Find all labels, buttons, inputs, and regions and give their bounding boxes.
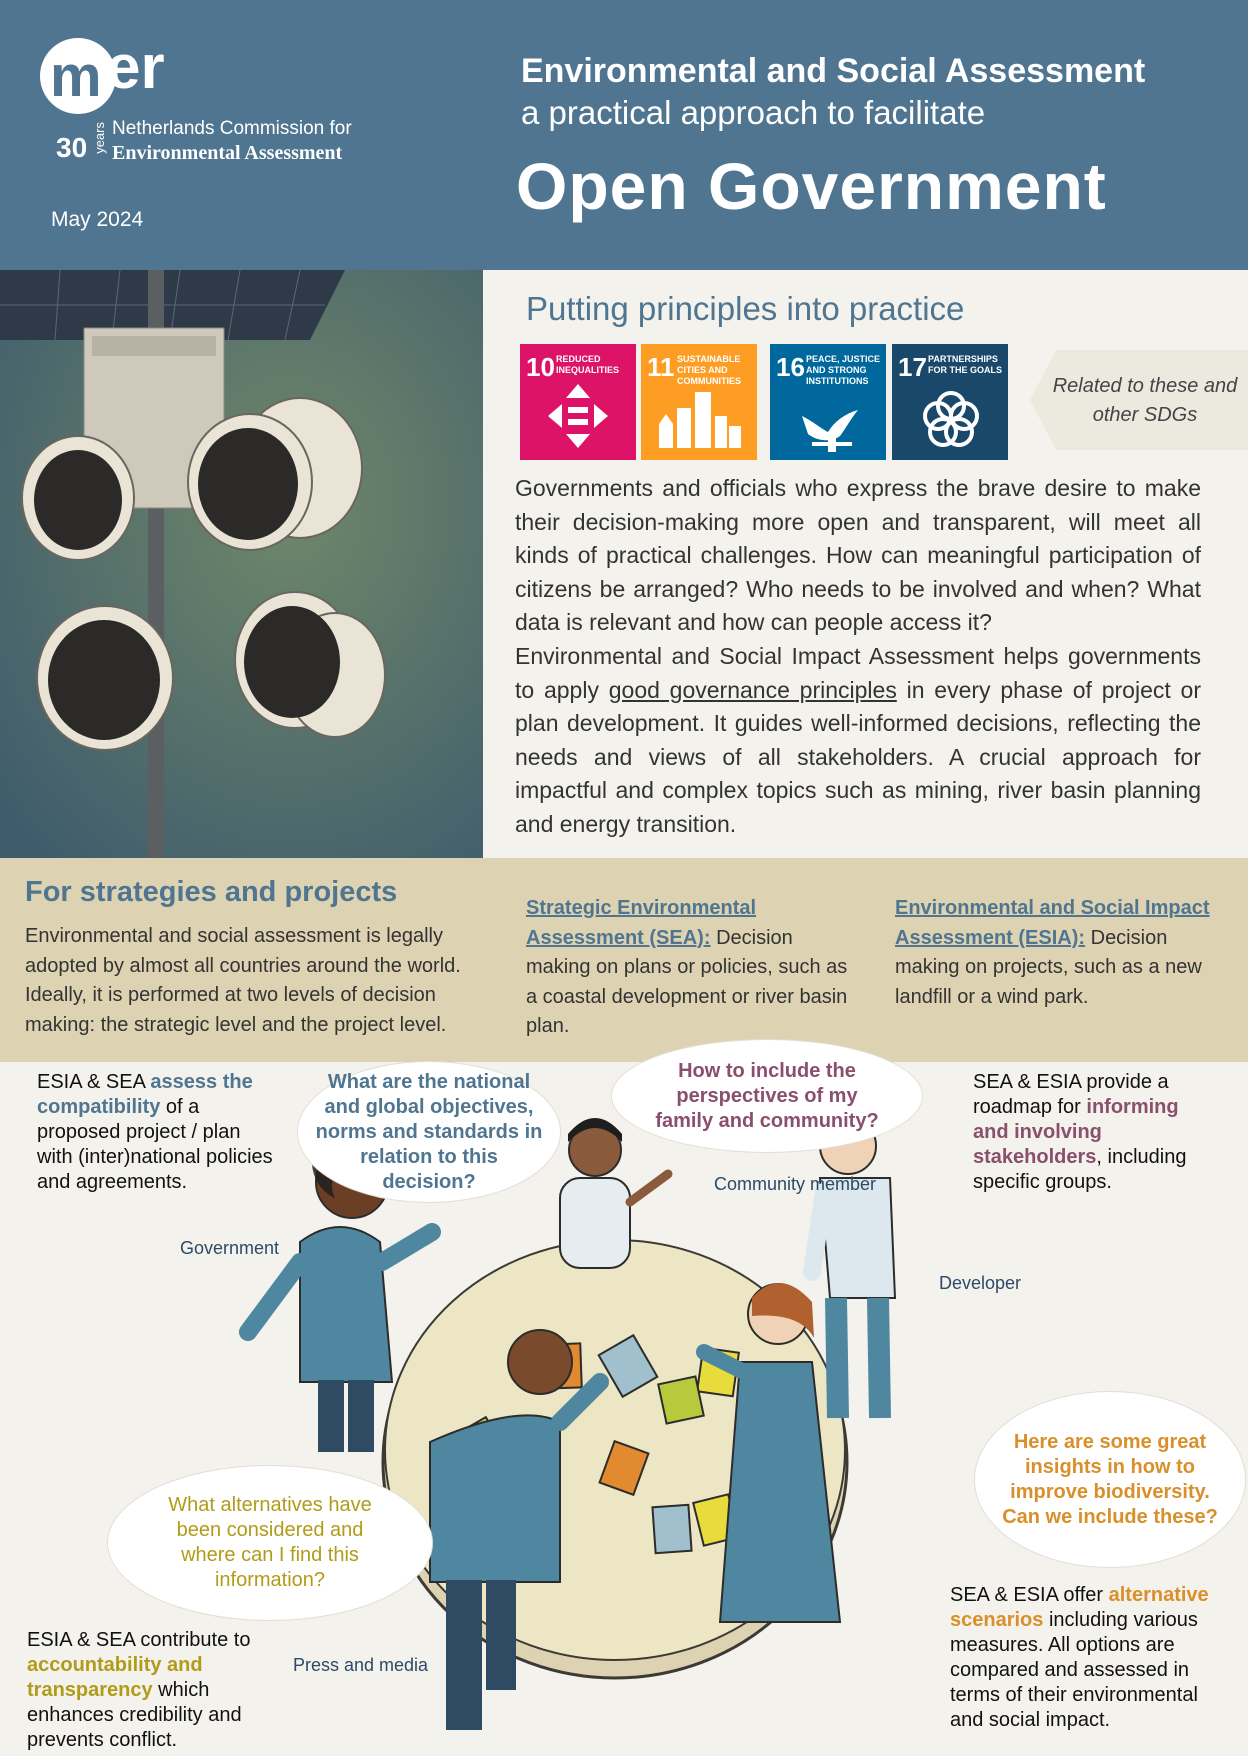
speech-bubble-developer xyxy=(975,1392,1245,1567)
equality-icon xyxy=(548,384,608,448)
logo-years-word: years xyxy=(92,122,107,154)
esia-text: Decision making on projects, such as a new landfill or a wind park. xyxy=(895,926,1202,1008)
intro-paragraph-2-end: in every phase of project or plan development. It guides well-informed decisions, reflecting the needs and views of all stakeholders. A crucial approach for impactful and complex topics such as mining, river basin planning and energy transition. xyxy=(515,676,1201,837)
note-alternatives-pre: SEA & ESIA offer xyxy=(950,1584,1109,1606)
sdg-number: 10 xyxy=(526,352,555,382)
speech-bubble-press xyxy=(108,1466,432,1620)
bubble-community-text: How to include the perspectives of my family and community? xyxy=(655,1059,879,1132)
sdg-tile-17 xyxy=(892,344,1008,460)
intro-body xyxy=(515,472,1201,842)
band-title: For strategies and projects xyxy=(25,876,398,908)
esia-link[interactable]: Environmental and Social Impact Assessment (ESIA): xyxy=(895,897,1210,949)
note-compatibility xyxy=(37,1070,277,1195)
partnership-icon xyxy=(920,388,982,450)
speech-bubble-community xyxy=(612,1040,922,1152)
sdg-note: Related to these and other SDGs xyxy=(1052,375,1238,426)
sdg-label: PARTNERSHIPS FOR THE GOALS xyxy=(928,354,1002,375)
intro-paragraph-2-start: Environmental and Social Impact Assessment helps governments to apply xyxy=(515,642,1201,703)
logo-org-line2: Environmental Assessment xyxy=(112,142,343,164)
city-icon xyxy=(659,388,741,448)
note-alternatives-highlight: alternative scenarios xyxy=(950,1584,1209,1631)
bubble-press-text: What alternatives have been considered and where can I find this information? xyxy=(168,1494,372,1591)
role-label-press: Press and media xyxy=(293,1655,429,1675)
note-accountability xyxy=(27,1628,277,1753)
sdg-tile-10 xyxy=(520,344,636,460)
note-accountability-pre: ESIA & SEA contribute to xyxy=(27,1629,251,1651)
sdg-number: 17 xyxy=(898,352,927,382)
header-title-line1: Environmental and Social Assessment xyxy=(521,52,1146,90)
intro-title: Putting principles into practice xyxy=(526,290,965,327)
note-accountability-post: which enhances credibility and prevents conflict. xyxy=(27,1679,242,1751)
note-compatibility-post: of a proposed project / plan with (inter)national policies and agreements. xyxy=(37,1096,273,1193)
sdg-number: 16 xyxy=(776,352,805,382)
sea-description xyxy=(526,894,856,1042)
band-text: Environmental and social assessment is legally adopted by almost all countries around the world. Ideally, it is performed at two levels of decision making: the strategic level and the project level. xyxy=(25,925,461,1036)
dove-icon xyxy=(798,398,864,452)
note-roadmap-pre: SEA & ESIA provide a roadmap for xyxy=(973,1071,1169,1118)
role-label-community: Community member xyxy=(714,1174,877,1194)
logo-brand-text: er xyxy=(106,33,165,102)
esia-description xyxy=(895,894,1225,1012)
sdg-number: 11 xyxy=(647,352,675,382)
mer-logo xyxy=(36,30,396,180)
bubble-developer-text: Here are some great insights in how to improve biodiversity. Can we include these? xyxy=(1002,1430,1218,1528)
sdg-label: REDUCED INEQUALITIES xyxy=(556,354,620,375)
sdg-label: PEACE, JUSTICE AND STRONG INSTITUTIONS xyxy=(806,354,881,386)
bubble-government-text: What are the national and global objectives, norms and standards in relation to this decision? xyxy=(315,1070,543,1193)
sdg-tile-11 xyxy=(641,344,757,460)
sdg-tile-16 xyxy=(770,344,886,460)
sea-text: Decision making on plans or policies, such as a coastal development or river basin plan. xyxy=(526,926,848,1037)
note-roadmap-highlight2: stakeholders xyxy=(973,1146,1097,1168)
logo-years-number: 30 xyxy=(56,132,88,163)
intro-paragraph-1: Governments and officials who express the brave desire to make their decision-making more open and transparent, will meet all kinds of practical challenges. How can meaningful participation of citizens be arranged? Who needs to be involved and when? What data is relevant and how can people access it? xyxy=(515,475,1201,636)
svg-text:m: m xyxy=(50,44,102,109)
publication-date: May 2024 xyxy=(51,208,144,231)
note-roadmap xyxy=(973,1070,1213,1195)
note-alternatives-post: including various measures. All options are compared and assessed in terms of their environmental and social impact. xyxy=(950,1609,1198,1731)
role-label-government: Government xyxy=(180,1238,280,1258)
role-label-developer: Developer xyxy=(939,1273,1022,1293)
note-alternatives xyxy=(950,1583,1220,1733)
header-title-line2: a practical approach to facilitate xyxy=(521,94,986,131)
logo-org-line1: Netherlands Commission for xyxy=(112,118,352,139)
sea-link[interactable]: Strategic Environmental Assessment (SEA): xyxy=(526,897,757,949)
good-governance-link[interactable]: good governance principles xyxy=(608,676,897,703)
speech-bubble-government xyxy=(298,1062,560,1202)
loudspeaker-photo xyxy=(0,270,483,858)
note-accountability-highlight: accountability and transparency xyxy=(27,1654,203,1701)
note-roadmap-post: , including specific groups. xyxy=(973,1146,1187,1193)
note-compatibility-pre: ESIA & SEA xyxy=(37,1071,151,1093)
note-compatibility-highlight: assess the compatibility xyxy=(37,1071,253,1118)
sdg-label: SUSTAINABLE CITIES AND COMMUNITIES xyxy=(677,354,741,386)
header-title-main: Open Government xyxy=(516,149,1107,223)
note-roadmap-highlight1: informing and involving xyxy=(973,1096,1179,1143)
intro-paragraph-2 xyxy=(515,640,1201,842)
